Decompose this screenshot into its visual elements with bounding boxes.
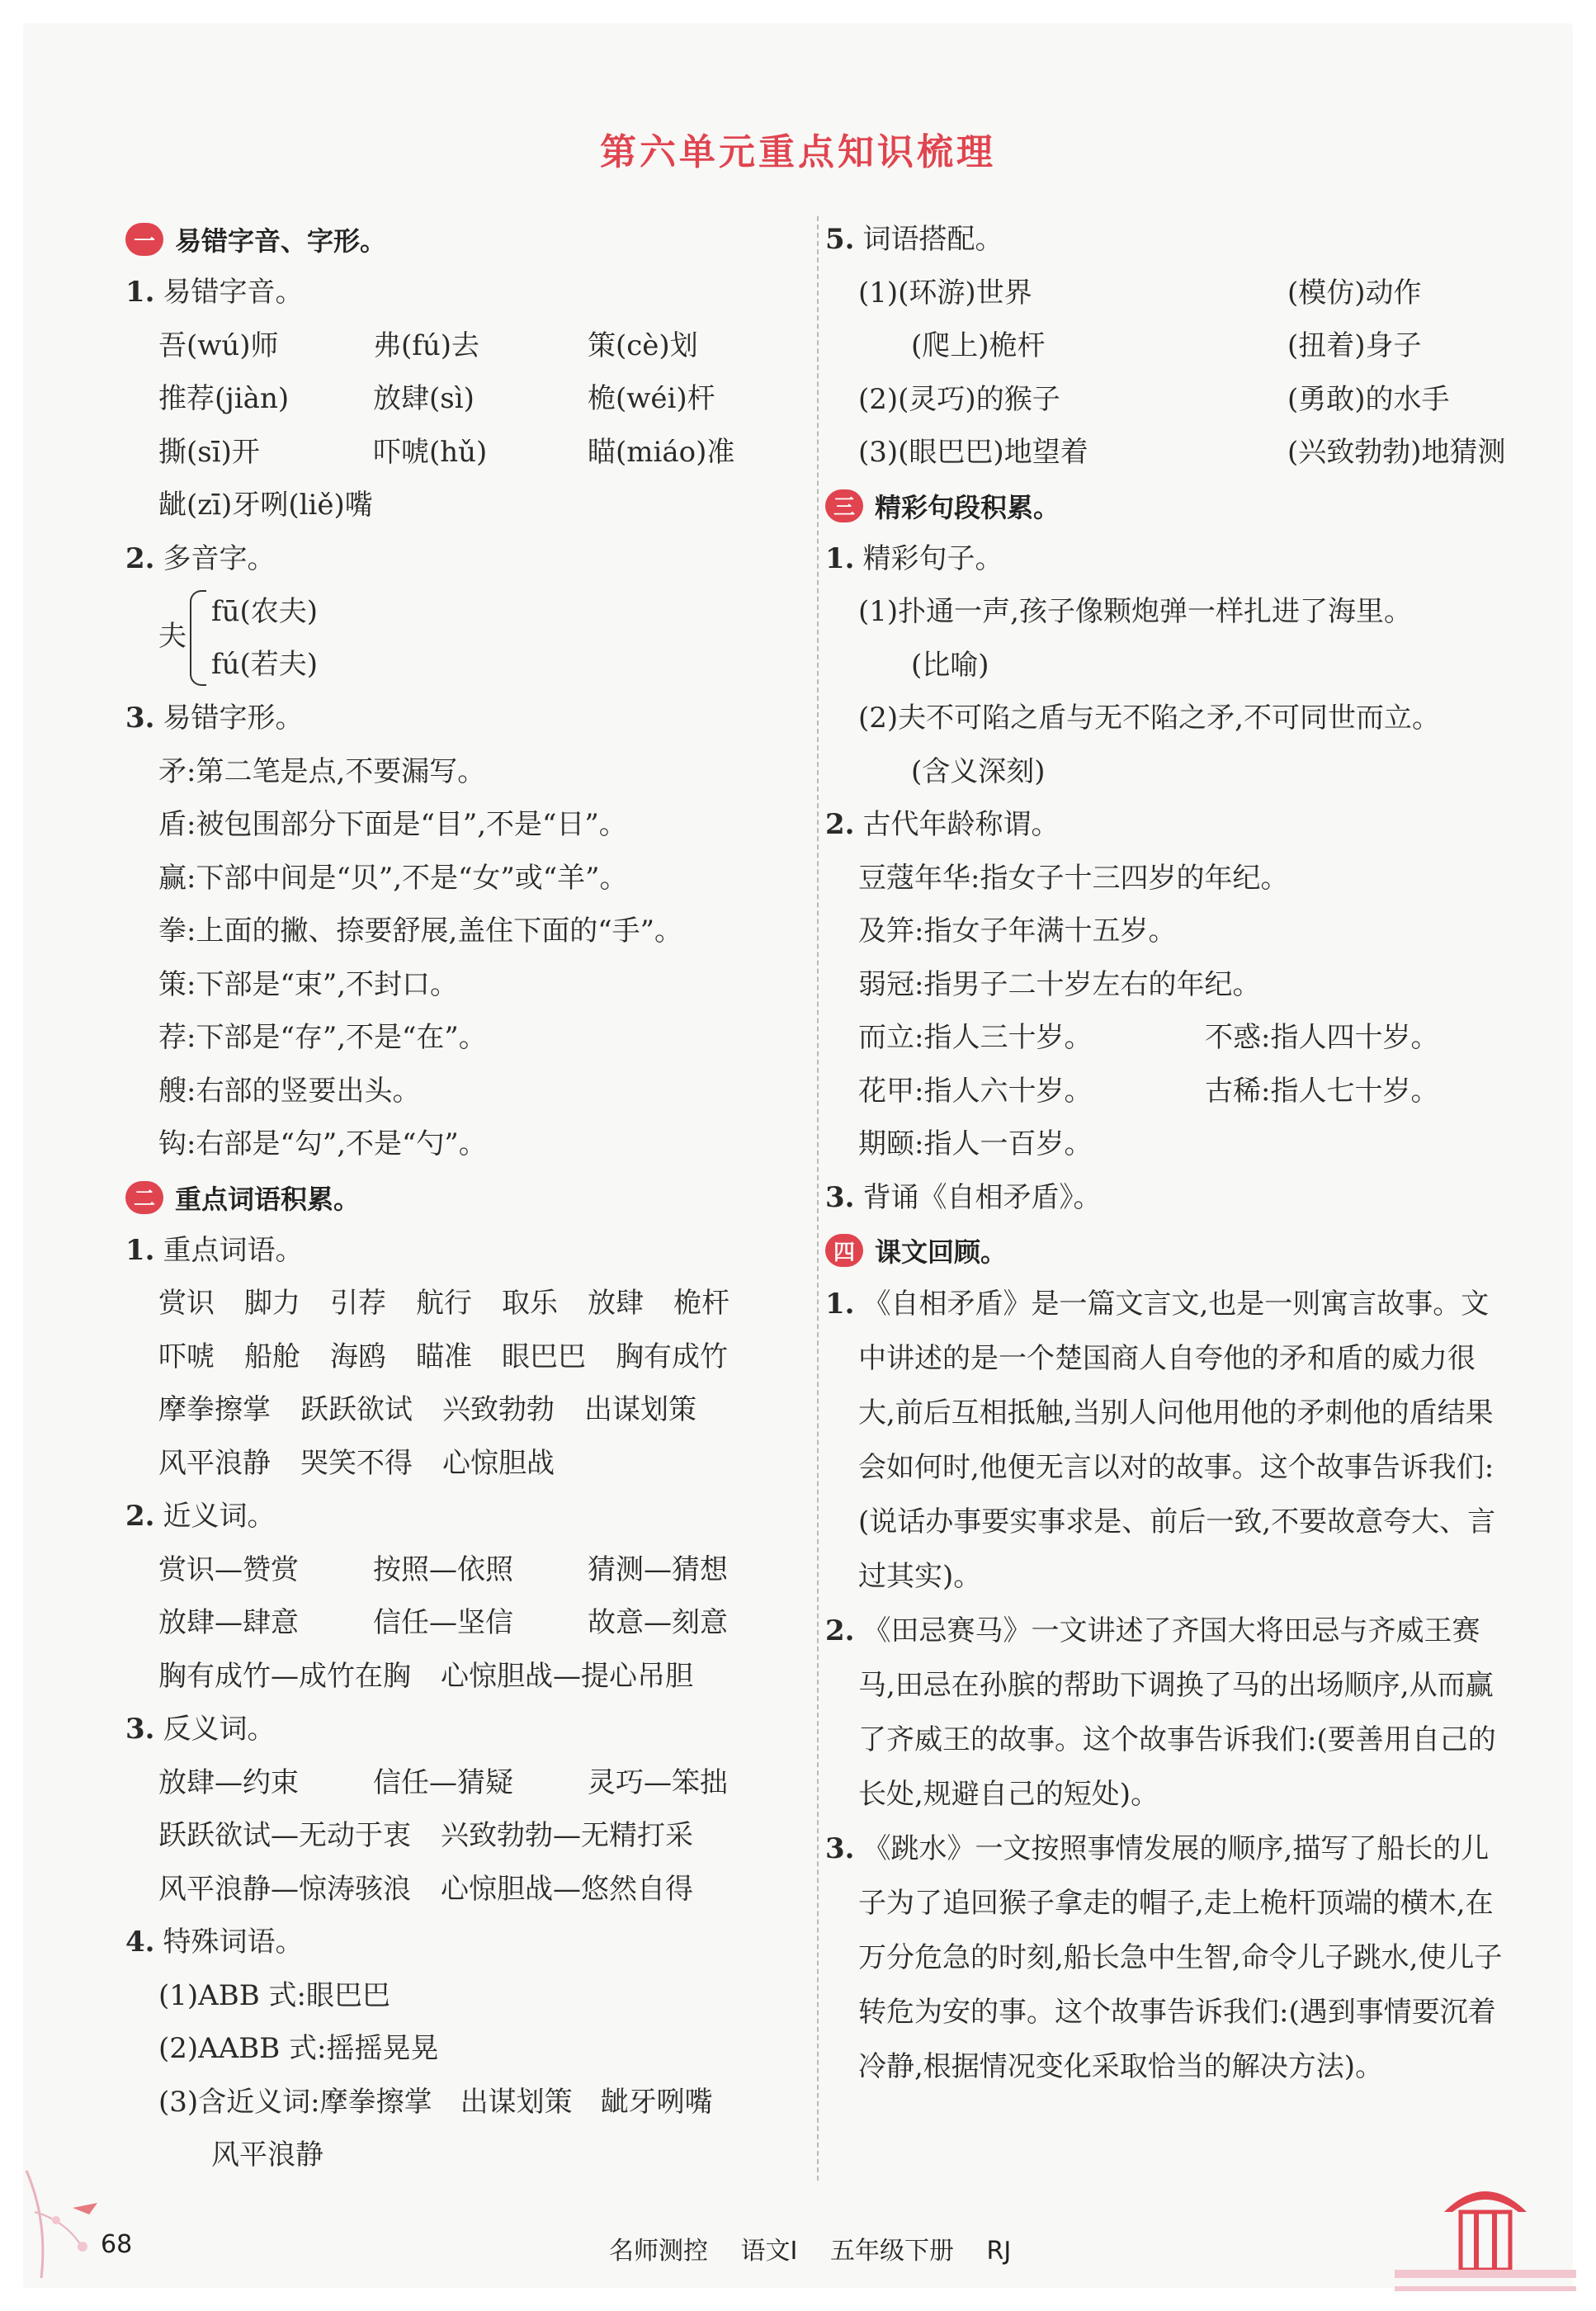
sentence-note: (含义深刻) (911, 754, 1046, 788)
shape-note: 拳:上面的撇、捺要舒展,盖住下面的“手”。 (158, 914, 683, 948)
pronunciation-row: 撕(sī)开 吓唬(hǔ) 瞄(miáo)准 (158, 435, 735, 469)
section-4-heading (825, 1224, 1510, 1277)
antonym-row: 放肆—约束 信任—猜疑 灵巧—笨拙 (158, 1765, 728, 1799)
shape-note: 盾:被包围部分下面是“目”,不是“日”。 (158, 808, 627, 841)
section-3-heading (825, 480, 1510, 532)
section-2-heading (125, 1171, 810, 1224)
right-column (825, 213, 1510, 2094)
section-badge: 一 (125, 223, 163, 256)
subject: 语文Ⅰ (740, 2237, 798, 2266)
word-row: 风平浪静 哭笑不得 心惊胆战 (158, 1446, 555, 1480)
pavilion-icon (1395, 2162, 1576, 2303)
subheading: 4. 特殊词语。 (125, 1926, 304, 1959)
subheading: 2. 近义词。 (125, 1500, 276, 1533)
pronunciation-row: 吾(wú)师 弗(fú)去 策(cè)划 (158, 328, 698, 362)
age-term: 豆蔻年华:指女子十三四岁的年纪。 (858, 861, 1289, 895)
shape-note: 艘:右部的竖要出头。 (158, 1074, 421, 1108)
section-title: 课文回顾。 (875, 1236, 1008, 1268)
collocation-row: (2)(灵巧)的猴子 (勇敢)的水手 (858, 382, 1450, 416)
shape-note: 策:下部是“束”,不封口。 (158, 967, 459, 1001)
age-term: 及笄:指女子年满十五岁。 (858, 914, 1177, 948)
subheading: 3. 反义词。 (125, 1713, 276, 1746)
subheading: 5. 词语搭配。 (825, 223, 1003, 256)
age-term-row: 而立:指人三十岁。 不惑:指人四十岁。 (858, 1021, 1439, 1054)
review-item: 2. 《田忌赛马》一文讲述了齐国大将田忌与齐威王赛马,田忌在孙膑的帮助下调换了马的出场顺序,从而赢了齐威王的故事。这个故事告诉我们:(要善用自己的长处,规避自己的短处)。 (825, 1614, 1496, 1811)
shape-note: 矛:第二笔是点,不要漏写。 (158, 754, 486, 788)
brace-icon (190, 590, 206, 686)
review-item: 3. 《跳水》一文按照事情发展的顺序,描写了船长的儿子为了追回猴子拿走的帽子,走上桅杆顶端的横木,在万分危急的时刻,船长急中生智,命令儿子跳水,使儿子转危为安的事。这个故事告诉我们:(遇到事情要沉着冷静,根据情况变化采取恰当的解决方法)。 (825, 1832, 1503, 2083)
subheading: 1. 易错字音。 (125, 276, 304, 309)
collocation-row: (爬上)桅杆 (扭着)身子 (911, 329, 1422, 362)
section-badge: 三 (825, 489, 863, 522)
polyphone-reading: fú(若夫) (211, 648, 319, 681)
pronunciation-row: 推荐(jiàn) 放肆(sì) 桅(wéi)杆 (158, 382, 715, 415)
collocation-row: (3)(眼巴巴)地望着 (兴致勃勃)地猜测 (858, 436, 1506, 469)
subheading: 3. 背诵《自相矛盾》。 (825, 1180, 1102, 1214)
antonym-row: 跃跃欲试—无动于衷 兴致勃勃—无精打采 (158, 1819, 693, 1852)
special-word: (2)AABB 式:摇摇晃晃 (158, 2032, 439, 2065)
book-info (609, 2230, 1036, 2266)
shape-note: 荐:下部是“存”,不是“在”。 (158, 1021, 487, 1054)
age-term: 期颐:指人一百岁。 (858, 1127, 1093, 1160)
plum-branch-icon (23, 2162, 122, 2286)
polyphone-reading: fū(农夫) (211, 595, 319, 628)
section-badge: 二 (125, 1181, 163, 1214)
sentence: (2)夫不可陷之盾与无不陷之矛,不可同世而立。 (858, 702, 1440, 735)
subheading: 2. 古代年龄称谓。 (825, 808, 1060, 841)
sentence: (1)扑通一声,孩子像颗炮弹一样扎进了海里。 (858, 595, 1412, 628)
sentence-note: (比喻) (911, 648, 989, 682)
subheading: 1. 精彩句子。 (825, 541, 1003, 575)
age-term: 弱冠:指男子二十岁左右的年纪。 (858, 967, 1261, 1001)
polyphone-char: 夫 (158, 620, 187, 653)
review-item: 1. 《自相矛盾》是一篇文言文,也是一则寓言故事。文中讲述的是一个楚国商人自夸他的矛和盾的威力很大,前后互相抵触,当别人问他用他的矛刺他的盾结果会如何时,他便无言以对的故事。这个故事告诉我们:(说话办事要实事求是、前后一致,不要故意夸大、言过其实)。 (825, 1288, 1496, 1593)
collocation-row: (1)(环游)世界 (模仿)动作 (858, 276, 1422, 310)
section-badge: 四 (825, 1234, 863, 1267)
shape-note: 赢:下部中间是“贝”,不是“女”或“羊”。 (158, 861, 628, 895)
synonym-row: 放肆—肆意 信任—坚信 故意—刻意 (158, 1606, 728, 1639)
age-term-row: 花甲:指人六十岁。 古稀:指人七十岁。 (858, 1074, 1439, 1108)
special-word: (1)ABB 式:眼巴巴 (158, 1978, 390, 2012)
synonym-row: 胸有成竹—成竹在胸 心惊胆战—提心吊胆 (158, 1659, 693, 1693)
page-title: 第六单元重点知识梳理 (600, 131, 996, 173)
column-divider (817, 216, 819, 2181)
subheading: 3. 易错字形。 (125, 702, 304, 735)
special-word: (3)含近义词:摩拳擦掌 出谋划策 龇牙咧嘴 (158, 2085, 713, 2119)
polyphone-brace (125, 585, 810, 692)
grade: 五年级下册 (829, 2237, 954, 2266)
pronunciation-row: 龇(zī)牙咧(liě)嘴 (158, 489, 373, 522)
shape-note: 钩:右部是“勾”,不是“勺”。 (158, 1127, 487, 1160)
section-title: 重点词语积累。 (175, 1183, 361, 1215)
special-word: 风平浪静 (211, 2139, 323, 2172)
antonym-row: 风平浪静—惊涛骇浪 心惊胆战—悠然自得 (158, 1872, 693, 1906)
brand: 名师测控 (609, 2237, 708, 2266)
left-column (125, 213, 810, 2182)
synonym-row: 赏识—赞赏 按照—依照 猜测—猜想 (158, 1552, 728, 1586)
word-row: 摩拳擦掌 跃跃欲试 兴致勃勃 出谋划策 (158, 1393, 696, 1426)
word-row: 赏识 脚力 引荐 航行 取乐 放肆 桅杆 (158, 1287, 730, 1320)
subheading: 2. 多音字。 (125, 541, 276, 575)
edition: RJ (986, 2237, 1012, 2266)
section-title: 易错字音、字形。 (175, 225, 387, 257)
page-number: 68 (101, 2230, 133, 2259)
section-1-heading (125, 213, 810, 266)
subheading: 1. 重点词语。 (125, 1233, 304, 1267)
section-title: 精彩句段积累。 (875, 491, 1060, 523)
word-row: 吓唬 船舱 海鸥 瞄准 眼巴巴 胸有成竹 (158, 1340, 728, 1373)
